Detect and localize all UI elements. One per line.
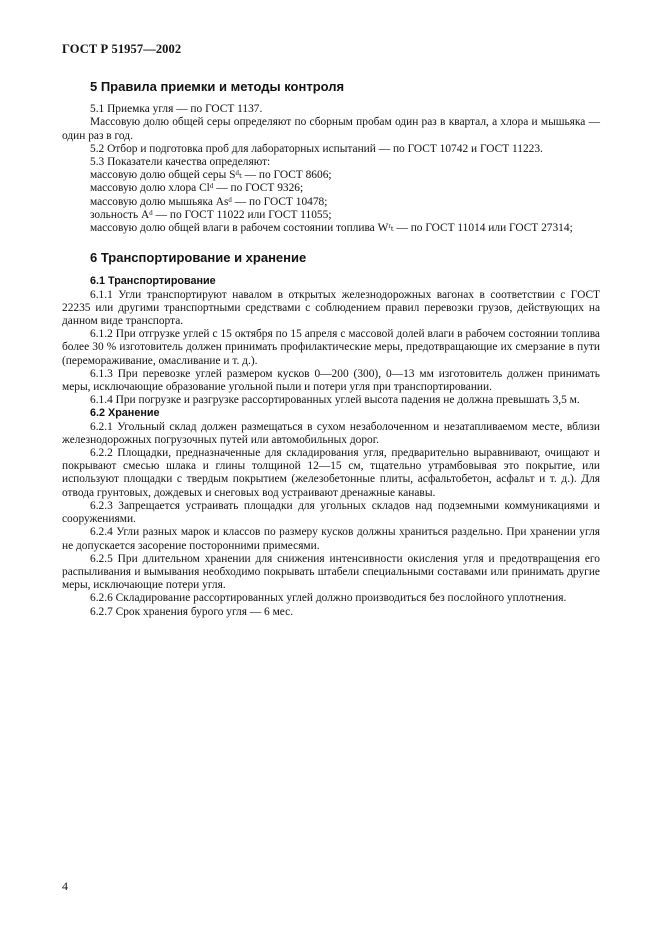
paragraph: 6.2.6 Складирование рассортированных углей должно производиться без послойного уплотнения. [90,592,567,605]
paragraph: 6.2.3 Запрещается устраивать площадки для угольных складов над подземными коммуникациями и сооружениями. [62,499,600,526]
subsection-6-2-body [62,421,600,619]
paragraph: массовую долю общей серы Sᵈₜ — по ГОСТ 8606; [90,169,332,182]
subsection-6-1-body [62,289,600,408]
paragraph: 6.1.3 При перевозке углей размером кусков 0—200 (300), 0—13 мм изготовитель должен принимать меры, исключающие образование угольной пыли и потери угля при транспортировании. [62,367,600,394]
paragraph: 6.1.4 При погрузке и разгрузке рассортированных углей высота падения не должна превышать 3,5 м. [90,394,580,407]
document-body [62,70,600,619]
section-6-title: 6 Транспортирование и хранение [90,250,307,266]
paragraph: 6.2.4 Угли разных марок и классов по размеру кусков должны храниться раздельно. При хранении угля не допускается засорение посторонними примесями. [62,526,600,552]
paragraph: 6.2.7 Срок хранения бурого угля — 6 мес. [90,605,294,618]
subsection-6-1-title: 6.1 Транспортирование [90,275,216,288]
paragraph: 6.1.2 При отгрузке углей с 15 октября по 15 апреля с массовой долей влаги в рабочем состоянии топлива более 30 % изготовитель должен принимать профилактические меры, предотвращающие их смерзание в пути (перемораживание, омасливание и т. д.). [62,328,600,367]
paragraph: 6.2.2 Площадки, предназначенные для складирования угля, предварительно выравнивают, очищают и покрывают смесью шлака и глины толщиной 12—15 см, тщательно утрамбовывая это покрытие, или используют площадки с твердым покрытием (железобетонные плиты, асфальтобетон, асфальт и т. д.). Для отвода грунтовых, дождевых и снеговых вод устраивают дренажные канавы. [62,447,600,499]
page-number: 4 [62,879,68,893]
paragraph: зольность Aᵈ — по ГОСТ 11022 или ГОСТ 11055; [90,208,332,221]
section-5-body [62,103,600,235]
section-5-title: 5 Правила приемки и методы контроля [90,79,345,94]
paragraph: 5.2 Отбор и подготовка проб для лабораторных испытаний — по ГОСТ 10742 и ГОСТ 11223. [90,142,543,155]
paragraph: 5.3 Показатели качества определяют: [90,156,271,169]
paragraph: 5.1 Приемка угля — по ГОСТ 1137. [90,103,263,116]
paragraph: Массовую долю общей серы определяют по сборным пробам один раз в квартал, а хлора и мышьяка — один раз в год. [62,116,600,142]
paragraph: массовую долю хлора Clᵈ — по ГОСТ 9326; [90,182,304,195]
subsection-6-2-title: 6.2 Хранение [90,407,160,420]
paragraph: массовую долю мышьяка Asᵈ — по ГОСТ 10478; [90,195,328,208]
paragraph: 6.2.5 При длительном хранении для снижения интенсивности окисления угля и предотвращения его распыливания и вымывания необходимо покрывать штабели специальными составами или принимать другие меры, исключающие потери угля. [62,552,600,592]
paragraph: 6.2.1 Угольный склад должен размещаться в сухом незаболоченном и незатапливаемом месте, вблизи железнодорожных погрузочных путей или автомобильных дорог. [62,420,600,446]
paragraph: массовую долю общей влаги в рабочем состоянии топлива Wʳₜ — по ГОСТ 11014 или ГОСТ 27314; [90,222,573,235]
paragraph: 6.1.1 Угли транспортируют навалом в открытых железнодорожных вагонах в соответствии с ГОСТ 22235 или другими транспортными средствами с соблюдением правил перевозки грузов, действующих на данном виде транспорта. [62,288,600,328]
document-header: ГОСТ Р 51957—2002 [62,42,182,56]
